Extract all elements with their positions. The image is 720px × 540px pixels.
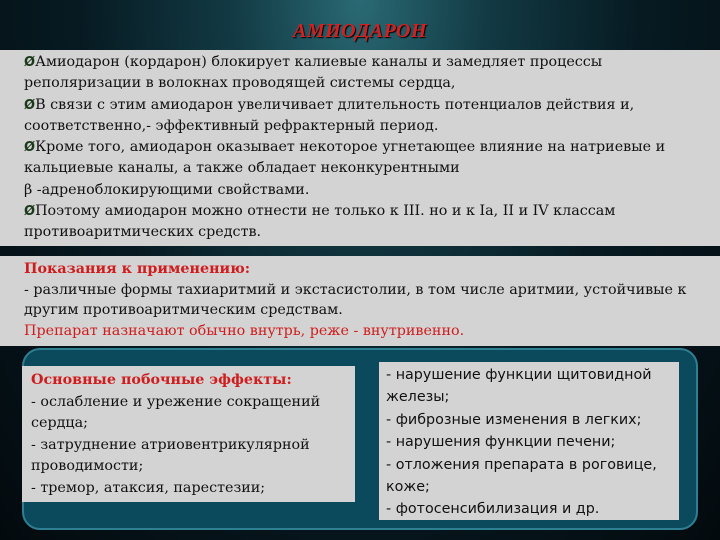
intro-text-block [0,50,720,246]
intro-text: Амиодарон (кордарон) блокирует калиевые каналы и замедляет процессы реполяризации в волокнах проводящей системы сердца, [24,54,603,92]
arrow-bullet-icon: Ø [24,204,36,220]
slide-title: АМИОДАРОН [292,20,428,42]
intro-paragraph [24,180,712,201]
side-effect-item: - ослабление и урежение сокращений сердца; [31,393,321,431]
intro-paragraph [24,201,712,244]
intro-paragraph [24,52,712,95]
side-effect-item: - нарушения функции печени; [386,434,616,451]
intro-text: β -адреноблокирующими свойствами. [24,181,310,198]
arrow-bullet-icon: Ø [24,140,36,156]
side-effect-item: - фотосенсибилизация и др. [386,501,600,518]
side-effect-item: - фиброзные изменения в легких; [386,411,642,428]
arrow-bullet-icon: Ø [24,55,36,70]
indications-text: - различные формы тахиаритмий и экстасистолии, в том числе аритмии, устойчивые к другим противоаритмическим средствам. [24,281,687,318]
indications-block [0,256,720,346]
intro-text: В связи с этим амиодарон увеличивает длительность потенциалов действия и, соответственно,- эффективный рефрактерный период. [24,96,635,134]
side-effects-right-column [379,362,679,520]
intro-paragraph [24,137,712,180]
arrow-bullet-icon: Ø [24,97,36,113]
side-effects-heading: Основные побочные эффекты: [31,372,292,388]
intro-text: Поэтому амиодарон можно отнести не только к III. но и к Ia, II и IV классам противоаритмических средств. [24,203,616,241]
side-effect-item: - отложения препарата в роговице, коже; [386,456,657,496]
side-effect-item: - нарушение функции щитовидной железы; [386,367,652,406]
administration-note: Препарат назначают обычно внутрь, реже - внутривенно. [24,322,465,339]
intro-text: Кроме того, амиодарон оказывает некоторое угнетающее влияние на натриевые и кальциевые каналы, а также обладает неконкурентными [24,139,666,177]
side-effect-item: - тремор, атаксия, парестезии; [31,479,266,496]
side-effect-item: - затруднение атриовентрикулярной проводимости; [31,436,310,474]
indications-heading: Показания к применению: [24,261,251,277]
intro-paragraph [24,95,712,138]
side-effects-left-column [22,366,355,502]
